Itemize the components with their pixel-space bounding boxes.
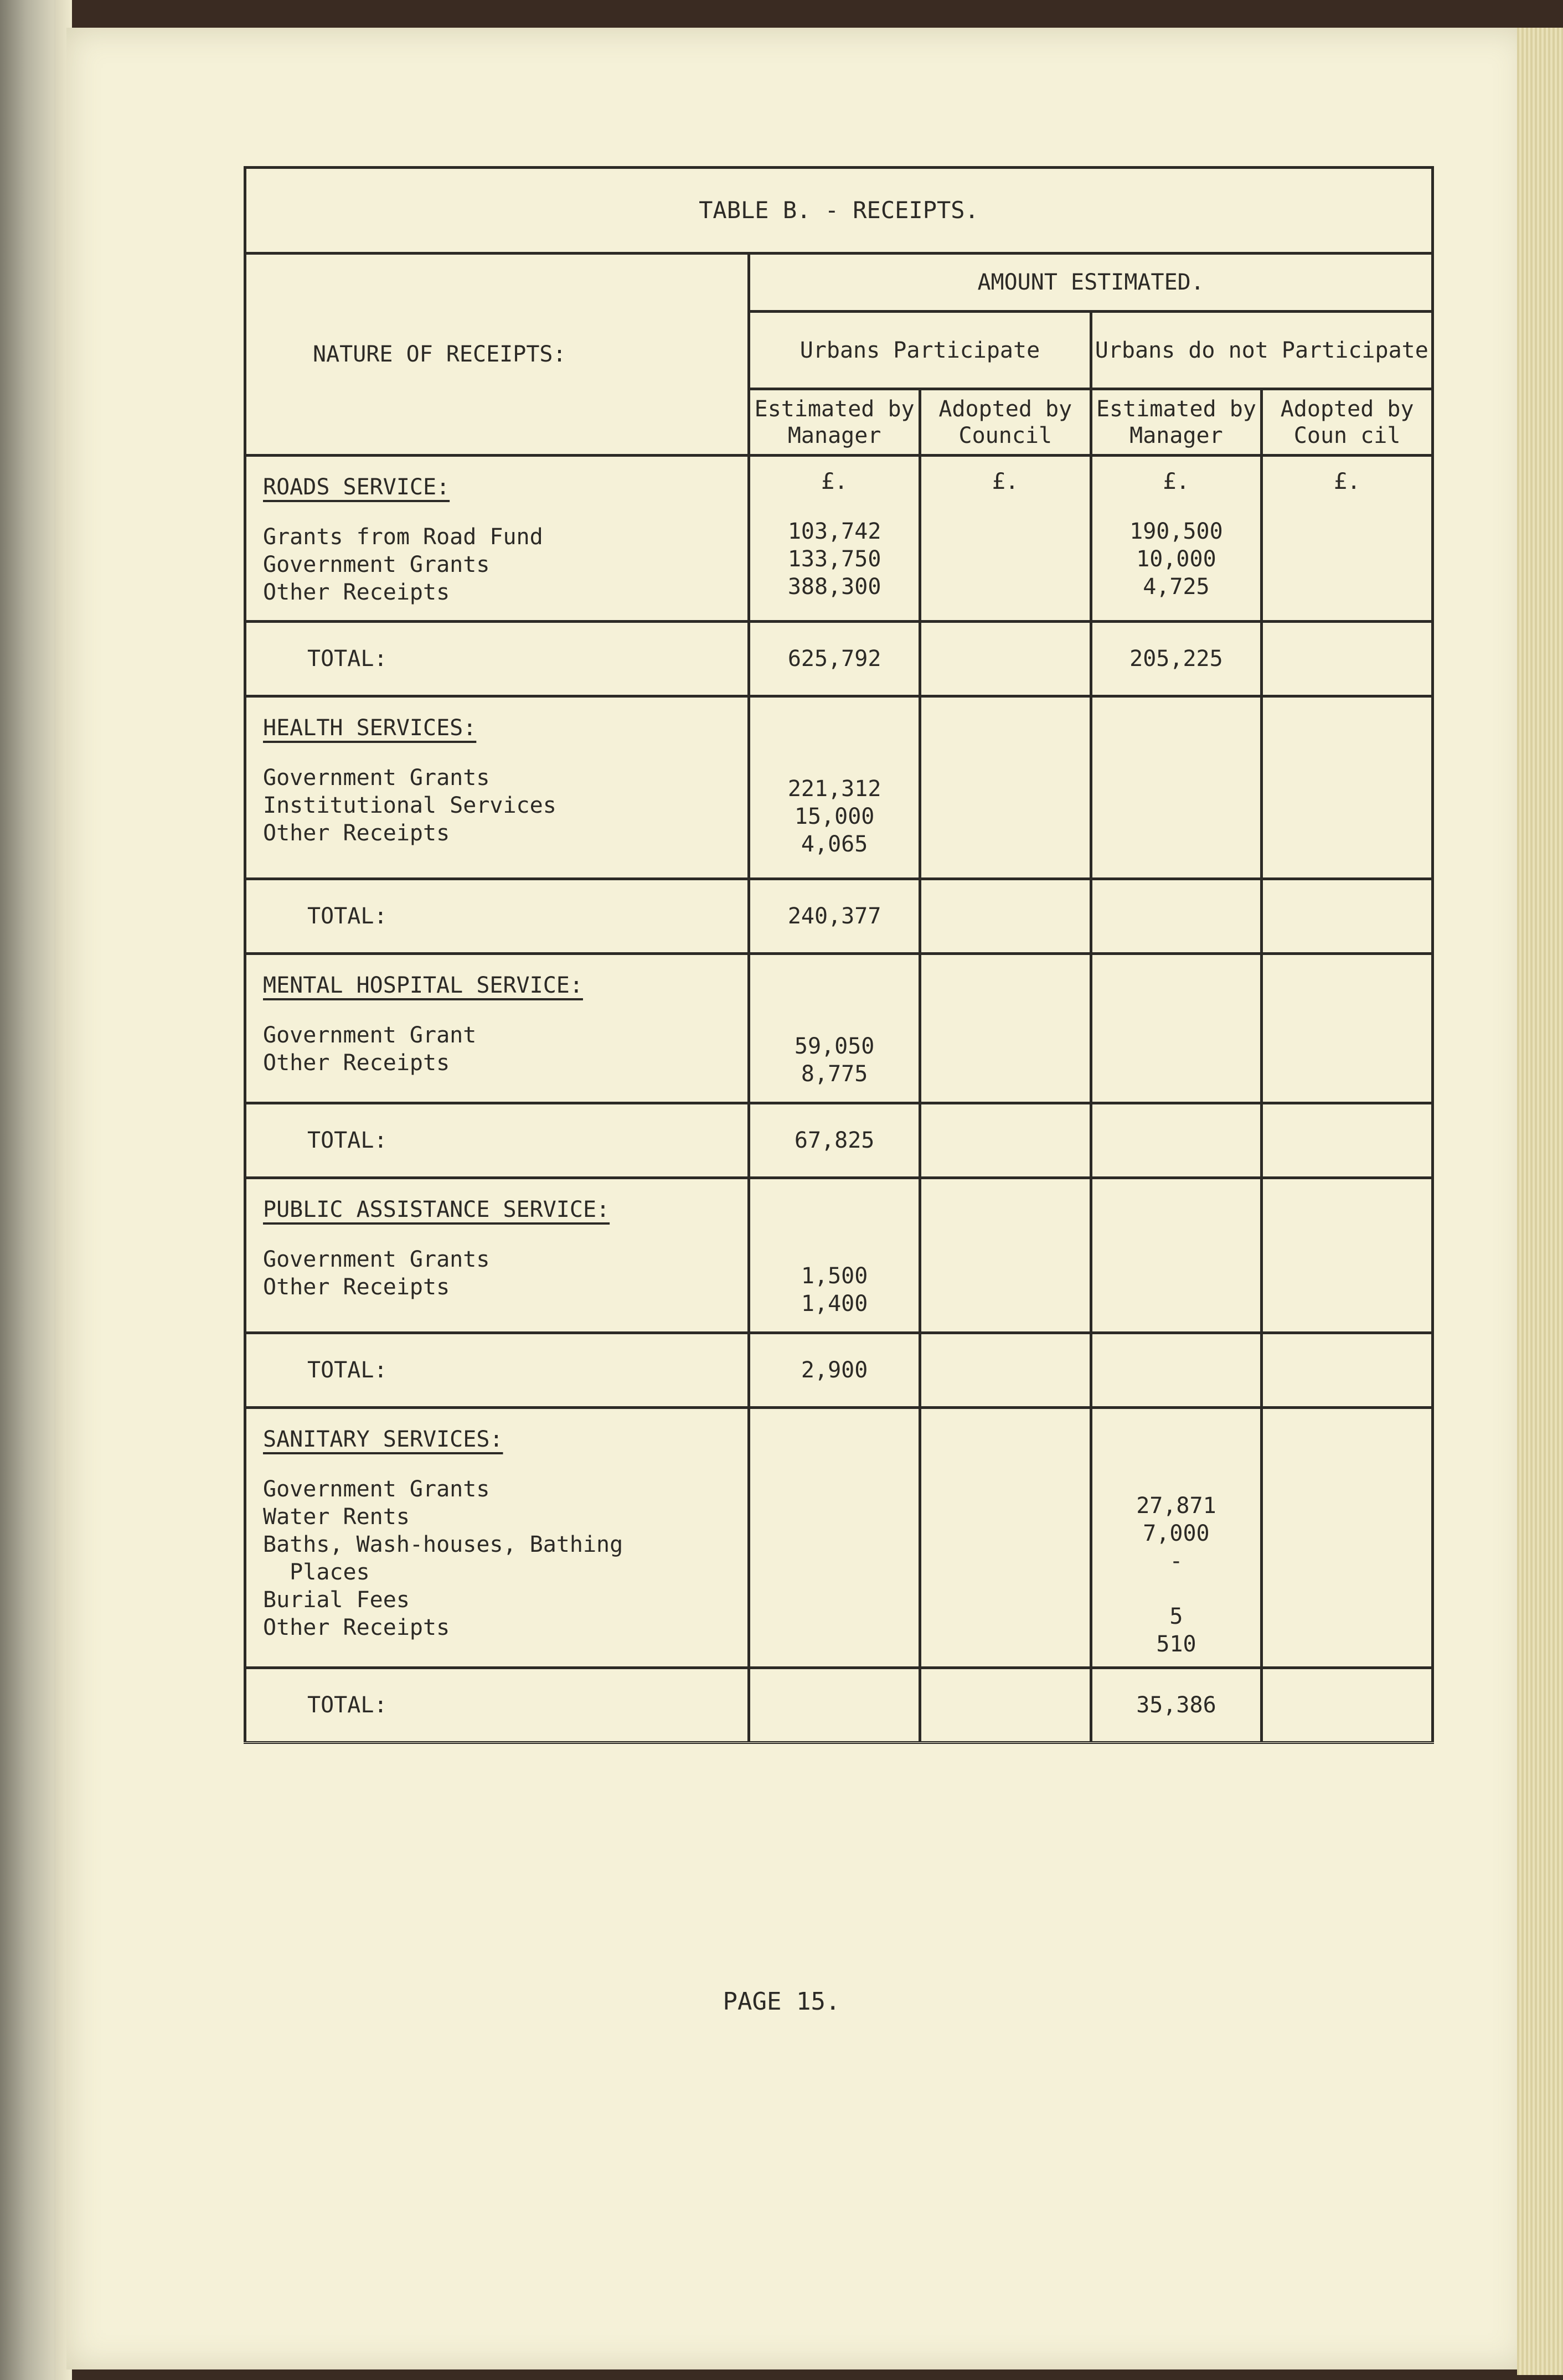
empty-cell bbox=[920, 1408, 1091, 1668]
list-item: Places bbox=[263, 1560, 370, 1585]
urbans-not-participate-header: Urbans do not Participate bbox=[1091, 312, 1432, 389]
total-label: TOTAL: bbox=[245, 622, 749, 696]
health-est1 bbox=[749, 696, 920, 879]
empty-cell bbox=[1262, 1333, 1433, 1408]
roads-est2 bbox=[1091, 456, 1262, 622]
adopted-by-council-header: Adopted by Council bbox=[920, 389, 1091, 456]
value: 8,775 bbox=[801, 1061, 868, 1087]
amount-estimated-header: AMOUNT ESTIMATED. bbox=[749, 254, 1433, 312]
empty-cell bbox=[1091, 954, 1262, 1103]
empty-cell bbox=[920, 1178, 1091, 1333]
total-label: TOTAL: bbox=[245, 879, 749, 954]
nature-header: NATURE OF RECEIPTS: bbox=[245, 254, 749, 456]
list-item: Other Receipts bbox=[263, 1050, 450, 1076]
list-item: Institutional Services bbox=[263, 793, 556, 818]
list-item: Grants from Road Fund bbox=[263, 524, 543, 550]
currency-label: £. bbox=[992, 469, 1019, 494]
value: 133,750 bbox=[787, 546, 881, 572]
roads-est1 bbox=[749, 456, 920, 622]
value: 4,725 bbox=[1143, 574, 1210, 600]
value: 59,050 bbox=[794, 1034, 875, 1059]
section-title: MENTAL HOSPITAL SERVICE: bbox=[263, 973, 583, 998]
empty-cell bbox=[1262, 1668, 1433, 1743]
currency-label: £. bbox=[821, 469, 848, 494]
value: 190,500 bbox=[1129, 519, 1223, 544]
list-item: Other Receipts bbox=[263, 580, 450, 605]
health-total-est1: 240,377 bbox=[749, 879, 920, 954]
public-assistance-section bbox=[245, 1178, 749, 1333]
value: 1,400 bbox=[801, 1291, 868, 1317]
list-item: Burial Fees bbox=[263, 1587, 410, 1613]
empty-cell bbox=[920, 696, 1091, 879]
value: 4,065 bbox=[801, 832, 868, 857]
empty-cell bbox=[1262, 622, 1433, 696]
value: - bbox=[1169, 1548, 1183, 1574]
empty-cell bbox=[920, 1103, 1091, 1178]
value: 388,300 bbox=[787, 574, 881, 600]
currency-label: £. bbox=[1163, 469, 1190, 494]
value: 1,500 bbox=[801, 1263, 868, 1289]
section-title: SANITARY SERVICES: bbox=[263, 1427, 503, 1452]
section-title: PUBLIC ASSISTANCE SERVICE: bbox=[263, 1197, 610, 1222]
value: 15,000 bbox=[794, 804, 875, 829]
mental-est1 bbox=[749, 954, 920, 1103]
total-label: TOTAL: bbox=[245, 1103, 749, 1178]
receipts-table bbox=[244, 166, 1434, 1744]
mental-total-est1: 67,825 bbox=[749, 1103, 920, 1178]
list-item: Government Grants bbox=[263, 1247, 490, 1272]
value: 5 bbox=[1169, 1604, 1183, 1629]
estimated-by-manager-header-2: Estimated by Manager bbox=[1091, 389, 1262, 456]
public-est1 bbox=[749, 1178, 920, 1333]
empty-cell bbox=[1091, 696, 1262, 879]
table-title: TABLE B. - RECEIPTS. bbox=[245, 168, 1433, 254]
value: 10,000 bbox=[1136, 546, 1216, 572]
empty-cell bbox=[1262, 696, 1433, 879]
receipts-table-wrap bbox=[244, 166, 1434, 1744]
empty-cell bbox=[920, 622, 1091, 696]
empty-cell bbox=[1262, 879, 1433, 954]
health-section bbox=[245, 696, 749, 879]
list-item: Other Receipts bbox=[263, 820, 450, 846]
sanitary-est2 bbox=[1091, 1408, 1262, 1668]
list-item: Government Grant bbox=[263, 1023, 477, 1048]
section-title: ROADS SERVICE: bbox=[263, 474, 450, 500]
list-item: Government Grants bbox=[263, 1476, 490, 1502]
list-item: Government Grants bbox=[263, 552, 490, 577]
empty-cell bbox=[1262, 954, 1433, 1103]
empty-cell bbox=[920, 1333, 1091, 1408]
value: 27,871 bbox=[1136, 1493, 1216, 1519]
empty-cell bbox=[749, 1408, 920, 1668]
empty-cell bbox=[1091, 1333, 1262, 1408]
estimated-by-manager-header: Estimated by Manager bbox=[749, 389, 920, 456]
sanitary-section bbox=[245, 1408, 749, 1668]
empty-cell bbox=[1262, 1178, 1433, 1333]
value: 103,742 bbox=[787, 519, 881, 544]
total-label: TOTAL: bbox=[245, 1333, 749, 1408]
sanitary-total-est2: 35,386 bbox=[1091, 1668, 1262, 1743]
value: 7,000 bbox=[1143, 1521, 1210, 1546]
roads-adopt1 bbox=[920, 456, 1091, 622]
total-label: TOTAL: bbox=[245, 1668, 749, 1743]
empty-cell bbox=[749, 1668, 920, 1743]
roads-section bbox=[245, 456, 749, 622]
list-item: Other Receipts bbox=[263, 1615, 450, 1640]
list-item: Water Rents bbox=[263, 1504, 410, 1530]
value: 510 bbox=[1156, 1632, 1196, 1657]
list-item: Baths, Wash-houses, Bathing bbox=[263, 1532, 623, 1557]
empty-cell bbox=[1091, 1178, 1262, 1333]
mental-section bbox=[245, 954, 749, 1103]
roads-total-est2: 205,225 bbox=[1091, 622, 1262, 696]
public-total-est1: 2,900 bbox=[749, 1333, 920, 1408]
page-number: PAGE 15. bbox=[723, 1987, 840, 2016]
currency-label: £. bbox=[1334, 469, 1361, 494]
value: 221,312 bbox=[787, 776, 881, 802]
list-item: Government Grants bbox=[263, 765, 490, 791]
empty-cell bbox=[920, 954, 1091, 1103]
empty-cell bbox=[1091, 1103, 1262, 1178]
urbans-participate-header: Urbans Participate bbox=[749, 312, 1091, 389]
page-edges bbox=[1517, 28, 1563, 2375]
roads-total-est1: 625,792 bbox=[749, 622, 920, 696]
empty-cell bbox=[920, 1668, 1091, 1743]
empty-cell bbox=[1091, 879, 1262, 954]
list-item: Other Receipts bbox=[263, 1274, 450, 1300]
roads-adopt2 bbox=[1262, 456, 1433, 622]
section-title: HEALTH SERVICES: bbox=[263, 715, 477, 741]
empty-cell bbox=[1262, 1408, 1433, 1668]
adopted-by-council-header-2: Adopted by Coun cil bbox=[1262, 389, 1433, 456]
empty-cell bbox=[1262, 1103, 1433, 1178]
empty-cell bbox=[920, 879, 1091, 954]
value bbox=[1092, 1575, 1261, 1603]
